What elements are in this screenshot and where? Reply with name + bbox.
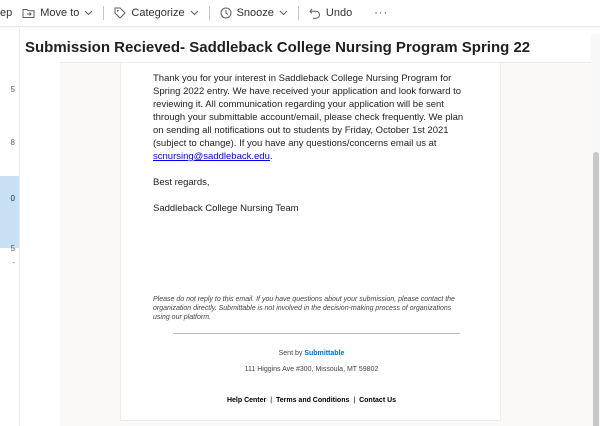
terms-link[interactable]: Terms and Conditions — [275, 397, 350, 404]
contact-email-link[interactable]: scnursing@saddleback.edu — [153, 151, 270, 162]
chevron-down-icon — [84, 10, 93, 16]
email-message — [153, 72, 473, 228]
more-icon: ··· — [374, 7, 389, 19]
period: . — [269, 151, 273, 162]
scrollbar[interactable] — [591, 34, 600, 426]
categorize-label: Categorize — [131, 7, 185, 19]
submittable-link[interactable]: Submittable — [304, 350, 345, 357]
folder-move-icon — [22, 7, 35, 19]
scrollbar-thumb[interactable] — [593, 152, 599, 426]
signature: Saddleback College Nursing Team — [153, 203, 299, 214]
address: 111 Higgins Ave #300, Missoula, MT 59802 — [244, 366, 379, 373]
list-item-fragment: 5 — [10, 244, 15, 253]
clock-icon — [220, 7, 232, 19]
reading-pane — [20, 28, 600, 426]
move-to-button[interactable] — [0, 0, 93, 27]
body-text: Thank you for your interest in Saddleback College Nursing Program for Spring 2022 entry. We have received your application and look forward to reviewing it. All communication regarding your application will be sent through your submittable account/email, please check frequently. We plan on sending all notifications out to students by Friday, October 1st 2021 (subject to change). If you have any questions/concerns email us at — [153, 73, 464, 149]
footer-links — [121, 397, 502, 404]
undo-icon — [309, 7, 321, 19]
chevron-down-icon — [190, 10, 199, 16]
toolbar-divider — [298, 6, 299, 20]
sent-by — [121, 350, 502, 357]
help-center-link[interactable]: Help Center — [226, 397, 267, 404]
undo-button[interactable] — [309, 0, 352, 27]
chevron-down-icon — [279, 10, 288, 16]
toolbar-divider — [209, 6, 210, 20]
undo-label: Undo — [325, 7, 353, 19]
footer-separator: | — [270, 397, 273, 404]
email-body — [60, 62, 600, 426]
contact-us-link[interactable]: Contact Us — [359, 397, 397, 404]
message-list[interactable] — [0, 28, 20, 426]
closing: Best regards, — [153, 177, 210, 188]
tag-icon — [114, 7, 126, 19]
snooze-button[interactable] — [220, 0, 288, 27]
move-to-fragment: ep — [0, 7, 13, 19]
disclaimer: Please do not reply to this email. If you have questions about your submission, please contact the organization directly. Submittable is not involved in the decision-making process of organizations using our platform. — [153, 296, 455, 321]
sent-by-prefix: Sent by — [278, 350, 303, 357]
toolbar-divider — [103, 6, 104, 20]
list-item-fragment: 8 — [10, 138, 15, 147]
move-to-label: Move to — [40, 7, 80, 19]
footer-separator: | — [353, 397, 356, 404]
command-bar — [0, 0, 600, 27]
list-item-selected[interactable] — [0, 176, 19, 248]
more-actions-button[interactable] — [374, 0, 388, 27]
footer-divider — [173, 333, 460, 334]
categorize-button[interactable] — [114, 0, 198, 27]
list-item-fragment: 0 — [10, 194, 15, 203]
email-subject: Submission Recieved- Saddleback College Nursing Program Spring 22 — [25, 39, 531, 56]
message-paragraph — [153, 72, 473, 163]
list-item-fragment: 5 — [10, 85, 15, 94]
list-item-fragment: - — [12, 258, 15, 267]
email-content-card — [120, 63, 501, 421]
snooze-label: Snooze — [236, 7, 274, 19]
